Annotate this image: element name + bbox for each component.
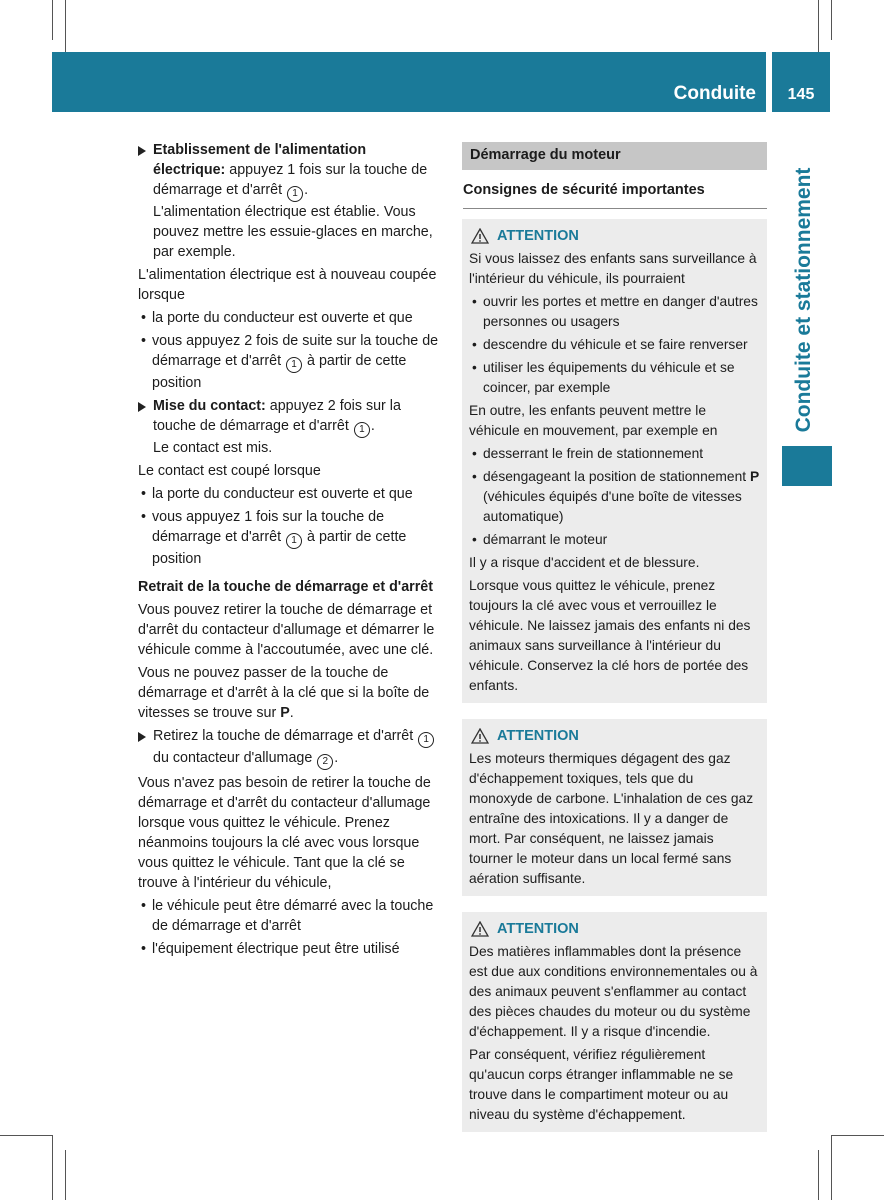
paragraph: Le contact est coupé lorsque — [138, 463, 321, 479]
step-text: du contacteur d'allumage — [153, 750, 317, 766]
step-text: . — [370, 418, 375, 434]
warning-text: Lorsque vous quittez le véhicule, prenez toujours la clé avec vous et verrouillez le véhicule. Ne laissez jamais des enfants ni des animaux sans surveillance à l'intérieur du véhicule. Conservez la clé hors de portée des enfants. — [469, 578, 751, 693]
crop-mark — [831, 0, 832, 40]
warning-triangle-icon — [471, 728, 489, 744]
paragraph-text: . — [289, 705, 294, 721]
warning-text: Des matières inflammables dont la présence est due aux conditions environnementales ou à des animaux peuvent s'enflammer au contact des pièces chaudes du moteur ou du système d'échappement. Il y a risque d'incendie. — [469, 944, 758, 1039]
warning-text: En outre, les enfants peuvent mettre le véhicule en mouvement, par exemple en — [469, 403, 718, 438]
page-number: 145 — [772, 52, 830, 112]
list-item: • la porte du conducteur est ouverte et que — [138, 484, 442, 504]
step-arrow-icon — [138, 146, 146, 156]
crop-mark — [831, 1135, 832, 1200]
list-item: • démarrant le moteur — [469, 530, 760, 550]
side-tab — [782, 160, 826, 440]
step-ignition — [138, 396, 442, 458]
warning-text: Si vous laissez des enfants sans surveillance à l'intérieur du véhicule, ils pourraient — [469, 251, 757, 286]
list-item: • ouvrir les portes et mettre en danger d'autres personnes ou usagers — [469, 292, 760, 332]
step-result: Le contact est mis. — [153, 440, 273, 456]
list-item — [138, 331, 442, 393]
list-text: (véhicules équipés d'une boîte de vitesses automatique) — [483, 489, 742, 524]
step-power-supply — [138, 140, 442, 262]
list-item: • le véhicule peut être démarré avec la touche de démarrage et d'arrêt — [138, 896, 442, 936]
warning-triangle-icon — [471, 228, 489, 244]
list-item: • la porte du conducteur est ouverte et que — [138, 308, 442, 328]
header-bar — [52, 52, 766, 112]
callout-1-icon: 1 — [286, 533, 302, 549]
step-title: Etablissement de l'alimentation électrique: — [153, 142, 367, 178]
warning-label: ATTENTION — [497, 921, 579, 937]
step-arrow-icon — [138, 402, 146, 412]
warning-text: Par conséquent, vérifiez régulièrement qu'aucun corps étranger inflammable ne se trouve dans le compartiment moteur ou au niveau du système d'échappement. — [469, 1047, 734, 1122]
list-text: vous appuyez 2 fois de suite sur la touche de démarrage et d'arrêt — [152, 333, 439, 369]
subsection-title: Consignes de sécurité importantes — [463, 180, 767, 209]
step-remove-key — [138, 726, 442, 770]
list-text: à partir de cette position — [152, 529, 407, 567]
paragraph-text: Vous ne pouvez passer de la touche de démarrage et d'arrêt à la clé que si la boîte de vitesses se trouve sur — [138, 665, 430, 721]
side-tab-marker — [782, 446, 832, 486]
side-tab-label: Conduite et stationnement — [792, 167, 815, 433]
callout-1-icon: 1 — [286, 357, 302, 373]
list-item — [469, 467, 760, 527]
step-text: . — [304, 182, 309, 198]
step-text: appuyez 2 fois sur la touche de démarrage et d'arrêt — [153, 398, 401, 434]
warning-text: Les moteurs thermiques dégagent des gaz d'échappement toxiques, tels que du monoxyde de carbone. L'inhalation de ces gaz entraîne des intoxications. Il y a danger de mort. Par conséquent, ne laissez jamais tourner le moteur dans un local fermé sans aération suffisante. — [469, 751, 754, 886]
crop-mark — [818, 0, 819, 52]
step-title: Mise du contact: — [153, 398, 266, 414]
callout-1-icon: 1 — [287, 186, 303, 202]
step-arrow-icon — [138, 732, 146, 742]
crop-mark — [818, 1150, 819, 1200]
header-title: Conduite — [673, 83, 756, 104]
crop-mark — [65, 0, 66, 52]
right-column — [462, 142, 767, 1132]
section-title: Démarrage du moteur — [462, 142, 767, 170]
list-text: désengageant la position de stationnement — [483, 469, 750, 484]
list-text: vous appuyez 1 fois sur la touche de démarrage et d'arrêt — [152, 509, 385, 545]
list-item: • descendre du véhicule et se faire renverser — [469, 335, 760, 355]
list-item: • desserrant le frein de stationnement — [469, 444, 760, 464]
callout-1-icon: 1 — [418, 732, 434, 748]
warning-box-exhaust — [462, 719, 767, 896]
warning-box-children — [462, 219, 767, 703]
warning-label: ATTENTION — [497, 228, 579, 244]
crop-mark — [0, 1135, 52, 1136]
left-column — [138, 140, 442, 962]
paragraph: Vous pouvez retirer la touche de démarrage et d'arrêt du contacteur d'allumage et démarrer le véhicule comme à l'accoutumée, avec une clé. — [138, 602, 435, 658]
crop-mark — [832, 1135, 884, 1136]
step-text: appuyez 1 fois sur la touche de démarrage et d'arrêt — [153, 162, 428, 198]
list-item — [138, 507, 442, 569]
list-item: • l'équipement électrique peut être utilisé — [138, 939, 442, 959]
subheading: Retrait de la touche de démarrage et d'arrêt — [138, 579, 433, 595]
warning-header — [469, 225, 760, 247]
paragraph: L'alimentation électrique est à nouveau coupée lorsque — [138, 267, 437, 303]
crop-mark — [52, 1135, 53, 1200]
warning-triangle-icon — [471, 921, 489, 937]
step-text: . — [334, 750, 339, 766]
paragraph: Vous n'avez pas besoin de retirer la touche de démarrage et d'arrêt du contacteur d'allumage lorsque vous quittez le véhicule. Prenez néanmoins toujours la clé avec vous lorsque vous quittez le véhicule. Tant que la clé se trouve à l'intérieur du véhicule, — [138, 775, 431, 891]
crop-mark — [65, 1150, 66, 1200]
warning-box-fire — [462, 912, 767, 1132]
warning-header — [469, 918, 760, 940]
warning-text: Il y a risque d'accident et de blessure. — [469, 555, 700, 570]
warning-label: ATTENTION — [497, 728, 579, 744]
list-text: à partir de cette position — [152, 353, 407, 391]
step-text: Retirez la touche de démarrage et d'arrêt — [153, 728, 418, 744]
step-result: L'alimentation électrique est établie. Vous pouvez mettre les essuie-glaces en marche, par exemple. — [153, 204, 433, 260]
crop-mark — [52, 0, 53, 40]
warning-header — [469, 725, 760, 747]
callout-2-icon: 2 — [317, 754, 333, 770]
paragraph — [138, 663, 442, 723]
gear-position: P — [749, 469, 760, 484]
gear-position: P — [280, 705, 290, 721]
list-item: • utiliser les équipements du véhicule et se coincer, par exemple — [469, 358, 760, 398]
callout-1-icon: 1 — [354, 422, 370, 438]
